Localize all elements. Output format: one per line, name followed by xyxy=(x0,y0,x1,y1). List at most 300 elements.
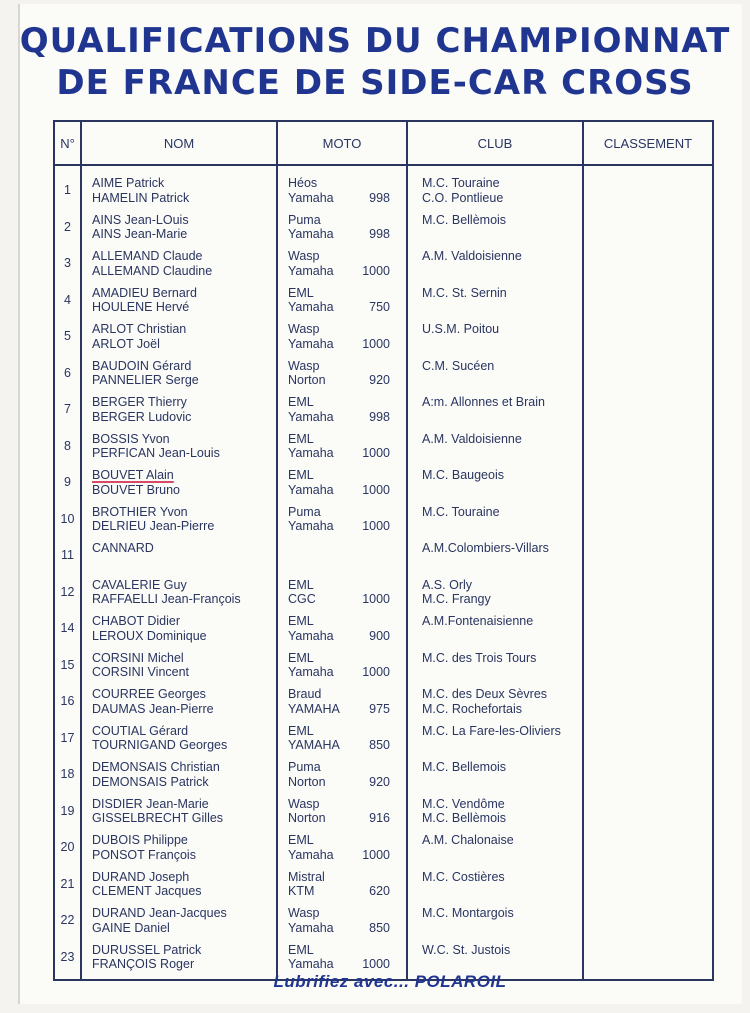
driver-name: BERGER Thierry xyxy=(92,395,187,409)
moto-line xyxy=(278,446,406,461)
table-row xyxy=(54,724,713,761)
cell-classement xyxy=(583,724,713,761)
moto-make: Norton xyxy=(288,811,326,825)
cell-club xyxy=(407,432,583,469)
row-number: 14 xyxy=(60,621,75,635)
moto-make: YAMAHA xyxy=(288,738,340,752)
moto-make: Yamaha xyxy=(288,300,334,314)
moto-make: Yamaha xyxy=(288,482,334,497)
moto-make: Braud xyxy=(288,687,322,701)
row-number: 4 xyxy=(64,292,71,307)
cell-club xyxy=(407,578,583,615)
driver-name: BOSSIS Yvon xyxy=(92,431,170,446)
driver-name: PANNELIER Serge xyxy=(92,373,199,387)
footer-advert xyxy=(0,972,750,992)
cell-moto xyxy=(277,906,407,943)
moto-make: Yamaha xyxy=(288,920,334,935)
moto-line xyxy=(278,578,406,593)
row-number: 6 xyxy=(64,365,71,380)
driver-name: CANNARD xyxy=(92,541,154,555)
driver-name: CORSINI Michel xyxy=(92,650,184,665)
moto-cc: 998 xyxy=(369,409,390,424)
cell-num xyxy=(54,213,81,250)
cell-classement xyxy=(583,468,713,505)
moto-make: Puma xyxy=(288,212,321,227)
cell-nom xyxy=(81,541,277,578)
cell-nom xyxy=(81,687,277,724)
moto-make: Yamaha xyxy=(288,957,334,971)
cell-nom xyxy=(81,322,277,359)
cell-num xyxy=(54,322,81,359)
cell-classement xyxy=(583,322,713,359)
header-classement: CLASSEMENT xyxy=(583,121,713,165)
cell-num xyxy=(54,651,81,688)
driver-name: CHABOT Didier xyxy=(92,614,180,628)
cell-nom xyxy=(81,359,277,396)
moto-line xyxy=(278,943,406,958)
cell-num xyxy=(54,286,81,323)
cell-classement xyxy=(583,870,713,907)
header-club: CLUB xyxy=(407,121,583,165)
cell-moto xyxy=(277,541,407,578)
cell-classement xyxy=(583,651,713,688)
cell-num xyxy=(54,359,81,396)
club-name: M.C. Rochefortais xyxy=(422,701,523,716)
moto-line xyxy=(278,797,406,812)
cell-club xyxy=(407,395,583,432)
cell-club xyxy=(407,906,583,943)
cell-num xyxy=(54,724,81,761)
driver-name: DISDIER Jean-Marie xyxy=(92,796,209,811)
row-number: 9 xyxy=(64,475,71,489)
table-body xyxy=(54,165,713,980)
driver-name: ALLEMAND Claudine xyxy=(92,263,213,278)
cell-classement xyxy=(583,833,713,870)
cell-moto xyxy=(277,833,407,870)
table-row xyxy=(54,906,713,943)
cell-num xyxy=(54,687,81,724)
moto-make: Yamaha xyxy=(288,227,334,241)
cell-club xyxy=(407,359,583,396)
cell-club xyxy=(407,213,583,250)
moto-make: EML xyxy=(288,614,314,628)
table-row xyxy=(54,541,713,578)
table-row xyxy=(54,468,713,505)
table-row xyxy=(54,797,713,834)
moto-make: EML xyxy=(288,942,314,957)
moto-cc: 920 xyxy=(369,373,390,387)
table-row xyxy=(54,833,713,870)
moto-make: Wasp xyxy=(288,796,320,811)
cell-classement xyxy=(583,797,713,834)
driver-name: PERFICAN Jean-Louis xyxy=(92,446,220,460)
cell-num xyxy=(54,760,81,797)
moto-line xyxy=(278,410,406,425)
club-name: M.C. Vendôme xyxy=(422,796,505,811)
moto-make: Wasp xyxy=(288,906,320,920)
table-row xyxy=(54,322,713,359)
cell-club xyxy=(407,651,583,688)
cell-nom xyxy=(81,213,277,250)
moto-make: Wasp xyxy=(288,249,320,263)
header-nom: NOM xyxy=(81,121,277,165)
moto-make: Yamaha xyxy=(288,190,334,205)
moto-make: YAMAHA xyxy=(288,701,340,716)
moto-make: KTM xyxy=(288,884,315,898)
cell-num xyxy=(54,833,81,870)
driver-name: GISSELBRECHT Gilles xyxy=(92,811,224,825)
cell-moto xyxy=(277,614,407,651)
footer-text: Lubrifiez avec... POLAROIL xyxy=(273,972,507,991)
club-name: C.M. Sucéen xyxy=(422,358,495,373)
cell-moto xyxy=(277,505,407,542)
moto-cc: 1000 xyxy=(362,847,390,862)
moto-line xyxy=(278,249,406,264)
moto-make: Yamaha xyxy=(288,519,334,533)
table-row xyxy=(54,651,713,688)
cell-num xyxy=(54,249,81,286)
cell-moto xyxy=(277,432,407,469)
cell-club xyxy=(407,614,583,651)
cell-club xyxy=(407,724,583,761)
moto-make: Yamaha xyxy=(288,263,334,278)
title-line-2: DE FRANCE DE SIDE-CAR CROSS xyxy=(56,63,694,103)
driver-name: GAINE Daniel xyxy=(92,920,170,935)
cell-classement xyxy=(583,286,713,323)
club-name: M.C. Frangy xyxy=(422,592,491,606)
moto-line xyxy=(278,505,406,520)
table-row xyxy=(54,870,713,907)
cell-classement xyxy=(583,249,713,286)
moto-cc: 1000 xyxy=(362,957,390,971)
cell-nom xyxy=(81,833,277,870)
row-number: 19 xyxy=(60,803,75,818)
driver-name: AIME Patrick xyxy=(92,176,165,190)
moto-line xyxy=(278,373,406,388)
table-row xyxy=(54,249,713,286)
driver-name: DELRIEU Jean-Pierre xyxy=(92,519,215,533)
driver-name: AINS Jean-LOuis xyxy=(92,212,189,227)
club-name: M.C. Baugeois xyxy=(422,468,504,482)
cell-club xyxy=(407,165,583,213)
cell-moto xyxy=(277,687,407,724)
moto-line xyxy=(278,227,406,242)
driver-name: AMADIEU Bernard xyxy=(92,285,197,300)
cell-nom xyxy=(81,432,277,469)
driver-name: HAMELIN Patrick xyxy=(92,190,190,205)
club-name: M.C. Montargois xyxy=(422,906,514,920)
page-title xyxy=(0,20,750,104)
moto-line xyxy=(278,286,406,301)
table-row xyxy=(54,614,713,651)
row-number: 7 xyxy=(64,402,71,416)
row-number: 5 xyxy=(64,329,71,343)
moto-line xyxy=(278,665,406,680)
cell-moto xyxy=(277,468,407,505)
cell-nom xyxy=(81,468,277,505)
cell-num xyxy=(54,432,81,469)
moto-make: Yamaha xyxy=(288,409,334,424)
moto-line xyxy=(278,176,406,191)
cell-moto xyxy=(277,213,407,250)
club-name: U.S.M. Poitou xyxy=(422,322,500,336)
cell-classement xyxy=(583,395,713,432)
moto-cc: 920 xyxy=(369,774,390,789)
club-name: M.C. Touraine xyxy=(422,504,500,519)
driver-name: ARLOT Christian xyxy=(92,322,187,336)
club-name: W.C. St. Justois xyxy=(422,942,511,957)
cell-moto xyxy=(277,322,407,359)
cell-num xyxy=(54,797,81,834)
moto-cc: 975 xyxy=(369,701,390,716)
moto-cc: 1000 xyxy=(362,482,390,497)
cell-nom xyxy=(81,395,277,432)
table-row xyxy=(54,578,713,615)
header-num: N° xyxy=(54,121,81,165)
moto-cc: 1000 xyxy=(362,336,390,351)
moto-cc: 900 xyxy=(369,628,390,643)
row-number: 18 xyxy=(60,767,75,781)
cell-moto xyxy=(277,870,407,907)
club-name: A.M. Chalonaise xyxy=(422,833,514,847)
row-number: 11 xyxy=(61,548,74,562)
row-number: 2 xyxy=(64,219,71,234)
driver-name: BROTHIER Yvon xyxy=(92,504,188,519)
table-row xyxy=(54,286,713,323)
moto-cc: 1000 xyxy=(362,592,390,606)
cell-club xyxy=(407,797,583,834)
club-name: M.C. Bellemois xyxy=(422,760,507,774)
moto-line xyxy=(278,702,406,717)
moto-make: Yamaha xyxy=(288,446,334,460)
cell-num xyxy=(54,541,81,578)
cell-classement xyxy=(583,165,713,213)
driver-name: CLEMENT Jacques xyxy=(92,884,202,898)
table-row xyxy=(54,213,713,250)
moto-make: Norton xyxy=(288,774,326,789)
moto-line xyxy=(278,483,406,498)
cell-nom xyxy=(81,797,277,834)
cell-num xyxy=(54,505,81,542)
moto-cc: 998 xyxy=(369,227,390,241)
cell-nom xyxy=(81,724,277,761)
moto-cc: 1000 xyxy=(362,519,390,533)
cell-club xyxy=(407,870,583,907)
table-row xyxy=(54,760,713,797)
driver-name: DURUSSEL Patrick xyxy=(92,942,202,957)
driver-name: DURAND Jean-Jacques xyxy=(92,906,227,920)
club-name: M.C. Bellèmois xyxy=(422,811,507,825)
cell-classement xyxy=(583,505,713,542)
driver-name: DUBOIS Philippe xyxy=(92,833,188,847)
moto-make: Yamaha xyxy=(288,628,334,643)
moto-make: Yamaha xyxy=(288,665,334,679)
cell-classement xyxy=(583,687,713,724)
moto-line xyxy=(278,921,406,936)
cell-nom xyxy=(81,505,277,542)
moto-make: EML xyxy=(288,395,314,409)
moto-line xyxy=(278,833,406,848)
table-row xyxy=(54,432,713,469)
cell-nom xyxy=(81,906,277,943)
cell-classement xyxy=(583,432,713,469)
moto-make: EML xyxy=(288,577,314,592)
moto-line xyxy=(278,884,406,899)
moto-line xyxy=(278,300,406,315)
cell-classement xyxy=(583,906,713,943)
moto-cc: 1000 xyxy=(362,263,390,278)
cell-moto xyxy=(277,286,407,323)
club-name: C.O. Pontlieue xyxy=(422,190,504,205)
moto-line xyxy=(278,811,406,826)
moto-cc: 916 xyxy=(369,811,390,825)
cell-nom xyxy=(81,165,277,213)
row-number: 17 xyxy=(60,730,75,745)
moto-make: EML xyxy=(288,285,314,300)
table-row xyxy=(54,395,713,432)
cell-num xyxy=(54,395,81,432)
moto-line xyxy=(278,651,406,666)
cell-moto xyxy=(277,578,407,615)
cell-num xyxy=(54,165,81,213)
moto-line xyxy=(278,957,406,972)
moto-make: Héos xyxy=(288,176,318,190)
moto-line xyxy=(278,870,406,885)
cell-moto xyxy=(277,359,407,396)
driver-name: DAUMAS Jean-Pierre xyxy=(92,701,214,716)
cell-nom xyxy=(81,578,277,615)
moto-make: Puma xyxy=(288,760,321,774)
row-number: 12 xyxy=(60,584,75,599)
cell-moto xyxy=(277,165,407,213)
moto-line xyxy=(278,468,406,483)
moto-line xyxy=(278,359,406,374)
table-row xyxy=(54,165,713,213)
cell-nom xyxy=(81,870,277,907)
driver-name: DEMONSAIS Patrick xyxy=(92,774,209,789)
cell-club xyxy=(407,322,583,359)
driver-name: RAFFAELLI Jean-François xyxy=(92,592,241,606)
driver-name: PONSOT François xyxy=(92,847,196,862)
moto-line xyxy=(278,906,406,921)
moto-make: Norton xyxy=(288,373,326,387)
club-name: A.M. Valdoisienne xyxy=(422,431,522,446)
cell-club xyxy=(407,833,583,870)
moto-line xyxy=(278,629,406,644)
cell-club xyxy=(407,249,583,286)
club-name: M.C. St. Sernin xyxy=(422,285,507,300)
cell-nom xyxy=(81,614,277,651)
cell-club xyxy=(407,468,583,505)
cell-club xyxy=(407,687,583,724)
driver-name: DEMONSAIS Christian xyxy=(92,760,220,774)
club-name: M.C. Costières xyxy=(422,869,505,884)
club-name: A.S. Orly xyxy=(422,577,473,592)
cell-num xyxy=(54,870,81,907)
driver-name: COURREE Georges xyxy=(92,687,206,701)
moto-cc: 1000 xyxy=(362,665,390,679)
moto-line xyxy=(278,614,406,629)
driver-name: ALLEMAND Claude xyxy=(92,249,203,263)
driver-name: FRANÇOIS Roger xyxy=(92,957,195,971)
driver-name: DURAND Joseph xyxy=(92,869,190,884)
driver-name: AINS Jean-Marie xyxy=(92,227,188,241)
moto-line xyxy=(278,322,406,337)
cell-club xyxy=(407,286,583,323)
cell-moto xyxy=(277,651,407,688)
moto-make: Yamaha xyxy=(288,336,334,351)
cell-moto xyxy=(277,724,407,761)
cell-nom xyxy=(81,651,277,688)
row-number: 23 xyxy=(60,949,75,964)
moto-line xyxy=(278,760,406,775)
club-name: M.C. des Trois Tours xyxy=(422,650,537,665)
moto-make: EML xyxy=(288,468,314,482)
cell-moto xyxy=(277,249,407,286)
moto-line xyxy=(278,395,406,410)
driver-name: BAUDOIN Gérard xyxy=(92,358,192,373)
cell-classement xyxy=(583,213,713,250)
row-number: 21 xyxy=(60,876,75,891)
driver-name: BERGER Ludovic xyxy=(92,409,192,424)
club-name: M.C. La Fare-les-Oliviers xyxy=(422,723,561,738)
driver-name: ARLOT Joël xyxy=(92,336,160,351)
moto-make: EML xyxy=(288,650,314,665)
cell-num xyxy=(54,578,81,615)
moto-cc: 1000 xyxy=(362,446,390,460)
moto-make: EML xyxy=(288,833,314,847)
cell-nom xyxy=(81,249,277,286)
header-row xyxy=(54,121,713,165)
driver-name: BOUVET Alain xyxy=(92,468,174,482)
club-name: M.C. Touraine xyxy=(422,176,500,190)
driver-name: TOURNIGAND Georges xyxy=(92,738,228,752)
moto-make: Yamaha xyxy=(288,847,334,862)
title-line-1: QUALIFICATIONS DU CHAMPIONNAT xyxy=(19,21,731,61)
qualifications-table xyxy=(53,120,714,981)
moto-make: CGC xyxy=(288,592,316,606)
moto-line xyxy=(278,213,406,228)
moto-line xyxy=(278,337,406,352)
cell-classement xyxy=(583,578,713,615)
cell-moto xyxy=(277,797,407,834)
cell-nom xyxy=(81,760,277,797)
driver-name: COUTIAL Gérard xyxy=(92,723,189,738)
row-number: 15 xyxy=(60,657,75,672)
moto-line xyxy=(278,687,406,702)
moto-make: Mistral xyxy=(288,869,325,884)
cell-moto xyxy=(277,395,407,432)
moto-cc: 750 xyxy=(369,300,390,314)
cell-classement xyxy=(583,760,713,797)
driver-name: CAVALERIE Guy xyxy=(92,577,187,592)
moto-make: Wasp xyxy=(288,322,320,336)
moto-make: Wasp xyxy=(288,358,320,373)
moto-make: EML xyxy=(288,431,314,446)
row-number: 8 xyxy=(64,438,71,453)
cell-nom xyxy=(81,286,277,323)
cell-classement xyxy=(583,359,713,396)
row-number: 1 xyxy=(64,183,71,197)
row-number: 22 xyxy=(60,913,75,927)
moto-make: EML xyxy=(288,723,314,738)
cell-num xyxy=(54,906,81,943)
cell-classement xyxy=(583,614,713,651)
cell-club xyxy=(407,541,583,578)
club-name: A:m. Allonnes et Brain xyxy=(422,395,545,409)
driver-name: BOUVET Bruno xyxy=(92,482,181,497)
header-moto: MOTO xyxy=(277,121,407,165)
